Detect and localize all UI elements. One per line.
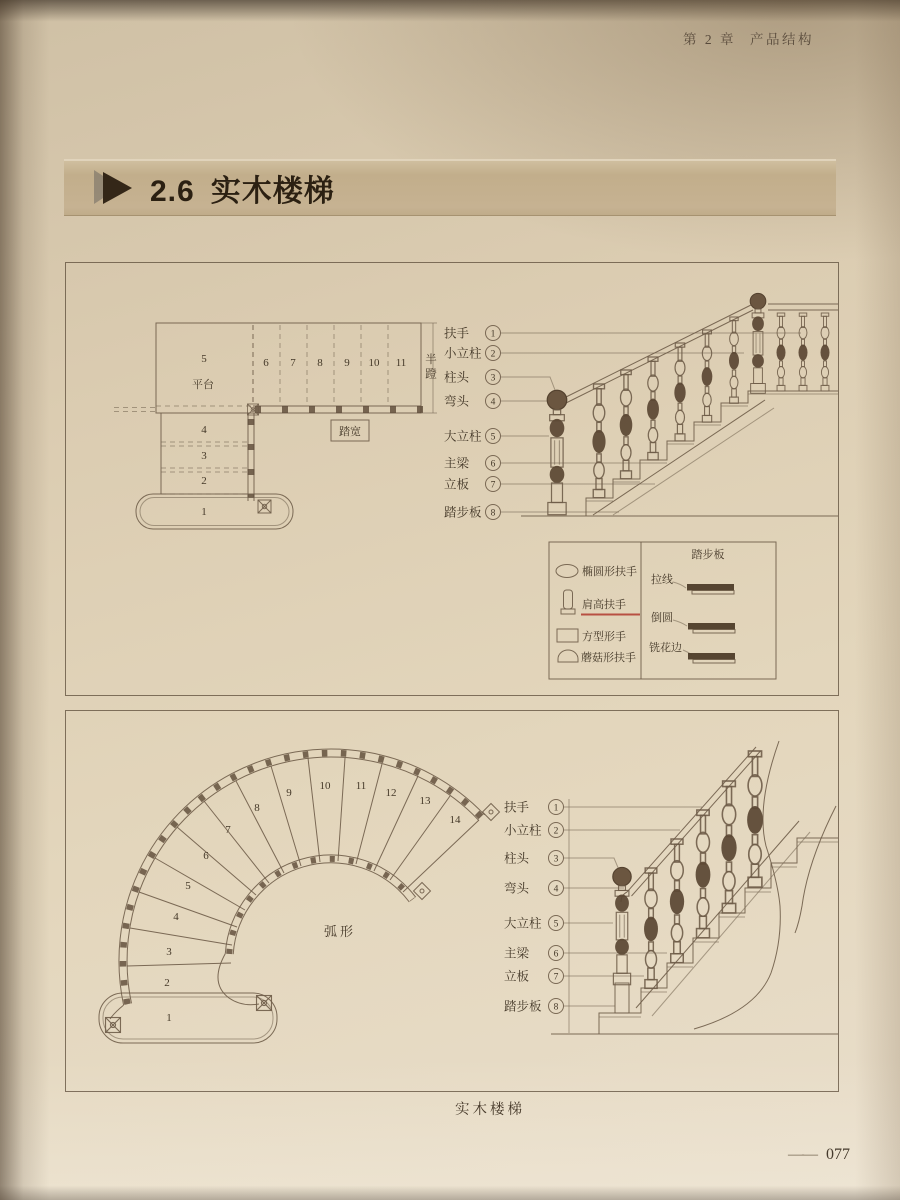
section-heading [150, 166, 335, 210]
part-label: 踏步板 [444, 505, 482, 520]
plan-step-number: 10 [368, 357, 380, 369]
plan-step-number: 1 [201, 506, 207, 518]
shape-label: 弧形 [323, 924, 357, 939]
part-label: 柱头 [444, 370, 470, 385]
tall-handrail-icon [561, 590, 575, 614]
plan-step-number: 14 [449, 814, 461, 826]
plan-step-number: 1 [166, 1012, 172, 1024]
part-number: 7 [490, 480, 496, 491]
legend-box [549, 542, 776, 679]
part-label: 大立柱 [444, 429, 482, 444]
baluster [670, 839, 684, 963]
newel-post-plan-icon [257, 996, 272, 1011]
plan-step-number: 12 [385, 787, 397, 799]
running-header [683, 28, 814, 48]
plan-step-number: 3 [166, 946, 172, 958]
tread-width-label: 踏宽 [339, 426, 361, 438]
plan-step-number: 9 [344, 357, 350, 369]
plan-step-number: 2 [164, 977, 170, 989]
page-number-dash: —— [788, 1146, 816, 1163]
baluster [721, 781, 736, 913]
plan-step-number: 2 [201, 475, 207, 487]
page-number-block [788, 1146, 850, 1164]
curved-stair-floor-plan [99, 749, 499, 1043]
tread-legend-title: 踏步板 [691, 549, 725, 561]
straight-stair-floor-plan [114, 323, 437, 529]
plan-step-number: 3 [201, 450, 207, 462]
flight-dimension-label: 半蹬 [424, 353, 436, 382]
step-division-lines [127, 758, 479, 966]
tread-finish-label: 铣花边 [649, 642, 682, 654]
newel-post-plan-icon [106, 1018, 121, 1033]
plan-step-number: 11 [395, 357, 407, 369]
plan-step-number: 9 [286, 787, 292, 799]
part-number-badges [486, 326, 501, 520]
baluster [592, 384, 605, 498]
baluster [702, 330, 713, 422]
end-post-plan-icon [483, 804, 500, 821]
plan-step-number: 5 [201, 353, 207, 365]
section-banner [64, 159, 836, 216]
oval-handrail-icon [556, 565, 578, 578]
figure-straight-stair [65, 262, 839, 696]
newel-post [613, 867, 631, 984]
straight-stair-drawing [66, 263, 838, 695]
handrail-type-label: 蘑菇形扶手 [581, 652, 636, 664]
plan-step-number: 8 [254, 802, 260, 814]
tread-finish-label: 拉线 [651, 574, 673, 586]
baluster [729, 317, 739, 403]
figure-curved-stair [65, 710, 839, 1092]
plan-step-number: 11 [355, 780, 367, 792]
part-number: 5 [553, 919, 559, 930]
part-label: 踏步板 [504, 999, 542, 1014]
part-number: 3 [553, 854, 559, 865]
part-number: 8 [490, 508, 496, 519]
curved-stair-drawing [66, 711, 838, 1091]
newel-post [547, 390, 567, 514]
part-label: 柱头 [504, 851, 530, 866]
baluster [644, 868, 658, 988]
plan-step-numbers [164, 780, 461, 1024]
part-number: 6 [553, 949, 559, 960]
tread-profile-icon [687, 584, 734, 594]
baluster [696, 810, 711, 938]
part-number: 2 [490, 349, 496, 360]
triangle-front-icon [103, 172, 132, 204]
tread-width-callout [331, 420, 369, 441]
platform-label: 平台 [192, 379, 214, 391]
part-label: 立板 [504, 969, 530, 984]
section-marker-icon [94, 168, 140, 208]
part-label: 大立柱 [504, 916, 542, 931]
plan-step-number: 6 [203, 850, 209, 862]
baluster [674, 343, 685, 441]
straight-stair-elevation [521, 293, 838, 516]
plan-step-number: 8 [317, 357, 323, 369]
header-title: 产品结构 [750, 32, 814, 47]
section-title: 实木楼梯 [210, 174, 335, 208]
baluster [647, 357, 659, 460]
tread-profile-icon [688, 623, 735, 633]
part-label: 小立柱 [444, 346, 482, 361]
baluster [776, 313, 785, 391]
end-post-plan-icon [414, 883, 431, 900]
plan-step-number: 7 [290, 357, 296, 369]
handrail-type-label: 椭圆形扶手 [582, 566, 637, 578]
part-label: 弯头 [504, 881, 530, 896]
part-number: 1 [553, 803, 559, 814]
plan-step-number: 7 [225, 824, 231, 836]
newel-post-plan-icon [258, 500, 271, 513]
plan-step-number: 4 [173, 911, 179, 923]
part-label: 小立柱 [504, 823, 542, 838]
handrail-type-label: 方型形手 [582, 631, 626, 643]
page-number: 077 [826, 1146, 850, 1163]
section-number: 2.6 [150, 174, 195, 208]
part-label: 主梁 [444, 456, 470, 471]
plan-step-number: 4 [201, 424, 207, 436]
part-number-badges [549, 800, 564, 1014]
plan-step-number: 10 [319, 780, 331, 792]
part-number: 3 [490, 373, 496, 384]
plan-step-number: 13 [419, 795, 431, 807]
plan-step-number: 5 [185, 880, 191, 892]
part-number: 2 [553, 826, 559, 837]
plan-step-number: 6 [263, 357, 269, 369]
figure-caption: 实木楼梯 [455, 1102, 525, 1118]
header-chapter: 第 2 章 [683, 32, 736, 47]
baluster [798, 313, 807, 391]
part-number: 1 [490, 329, 496, 340]
tread-profile-icon [688, 653, 735, 663]
part-label: 扶手 [444, 326, 470, 341]
baluster [820, 313, 829, 391]
part-number: 4 [490, 397, 496, 408]
handrail-type-label: 肩高扶手 [582, 599, 626, 611]
mushroom-handrail-icon [558, 650, 578, 662]
baluster [620, 370, 633, 479]
part-number: 6 [490, 459, 496, 470]
newel-post [750, 293, 766, 393]
part-number: 4 [553, 884, 559, 895]
part-number: 5 [490, 432, 496, 443]
part-label: 立板 [444, 477, 470, 492]
part-label: 主梁 [504, 946, 530, 961]
part-number: 8 [553, 1002, 559, 1013]
tread-finish-label: 倒圆 [651, 612, 673, 624]
square-handrail-icon [557, 629, 578, 642]
part-label: 弯头 [444, 394, 470, 409]
baluster [747, 751, 763, 887]
part-label: 扶手 [504, 800, 530, 815]
part-number: 7 [553, 972, 559, 983]
